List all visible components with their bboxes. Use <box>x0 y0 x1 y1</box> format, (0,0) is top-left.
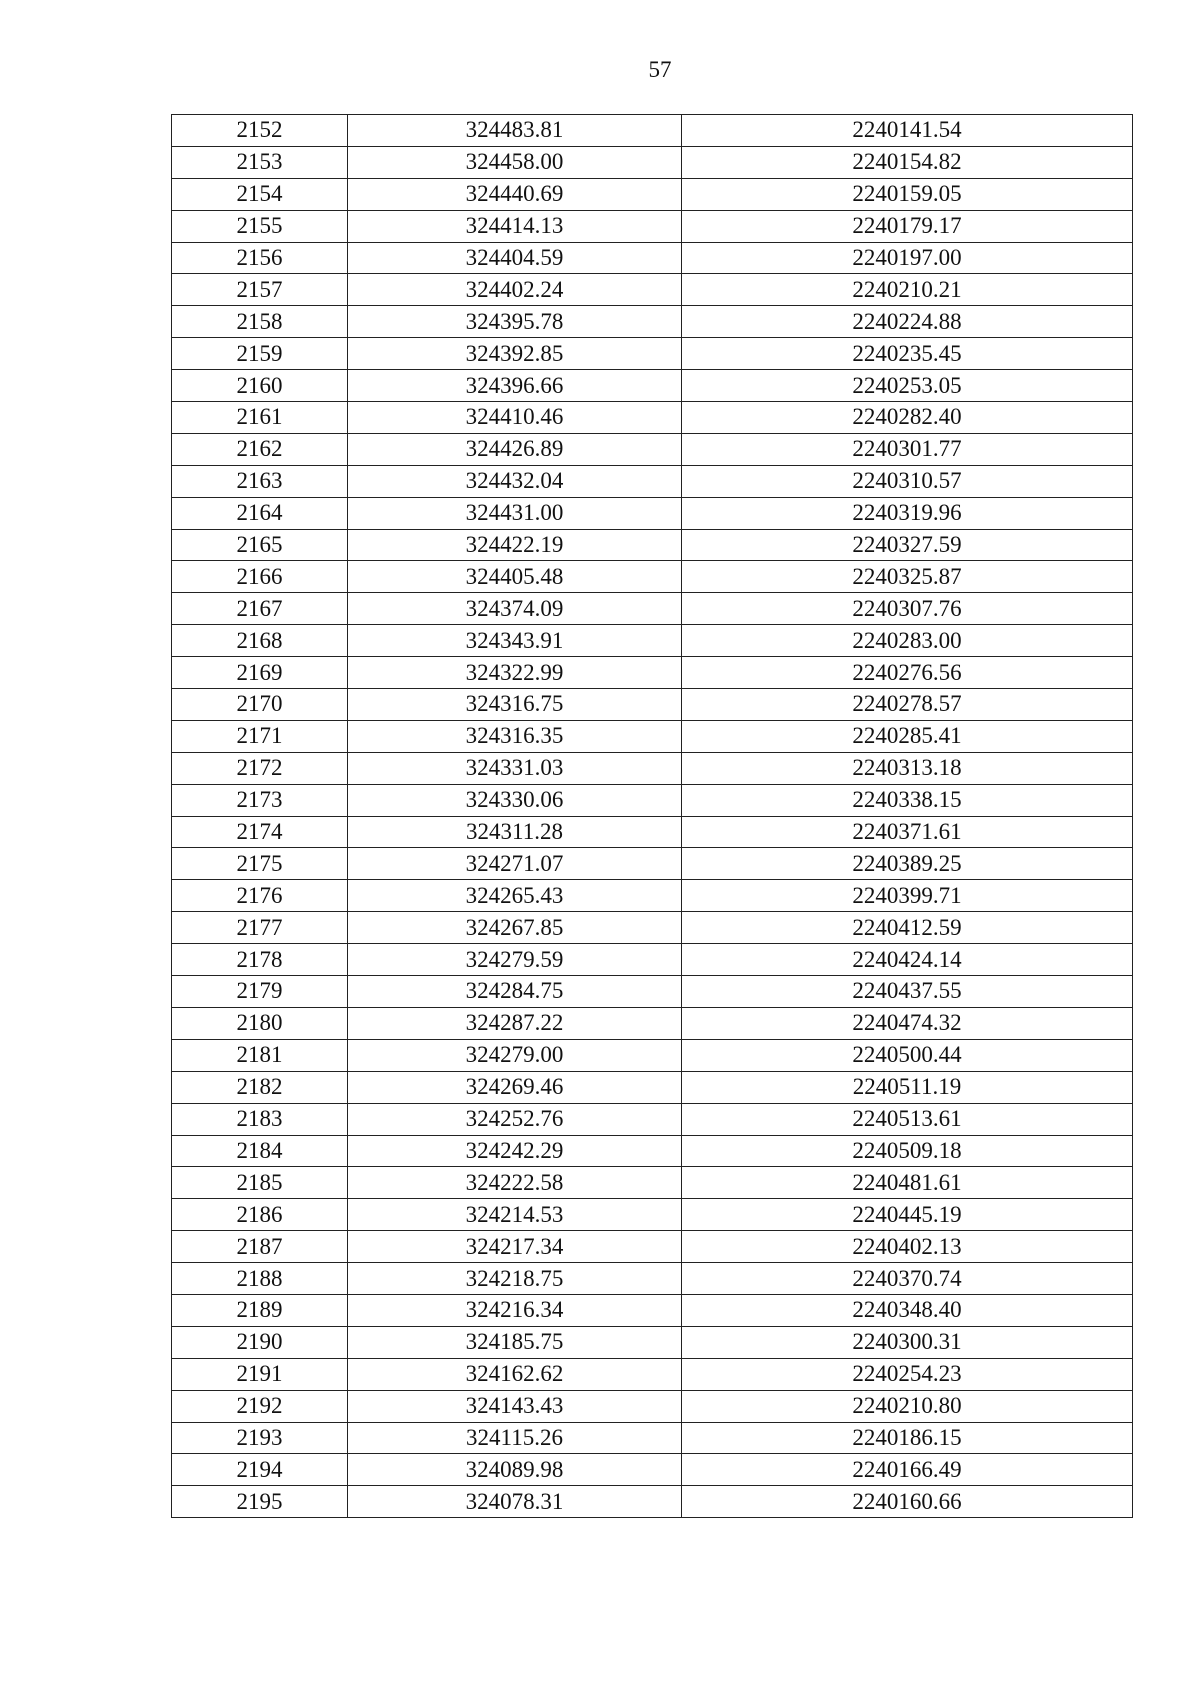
y-coordinate-cell: 2240325.87 <box>682 561 1133 593</box>
table-row <box>172 1390 1133 1422</box>
table-row <box>172 561 1133 593</box>
point-number-cell: 2159 <box>172 338 348 370</box>
y-coordinate-cell: 2240307.76 <box>682 593 1133 625</box>
point-number-cell: 2166 <box>172 561 348 593</box>
x-coordinate-cell: 324331.03 <box>348 752 682 784</box>
table-row <box>172 1422 1133 1454</box>
point-number-cell: 2162 <box>172 433 348 465</box>
y-coordinate-cell: 2240301.77 <box>682 433 1133 465</box>
y-coordinate-cell: 2240210.21 <box>682 274 1133 306</box>
point-number-cell: 2164 <box>172 497 348 529</box>
point-number-cell: 2181 <box>172 1039 348 1071</box>
point-number-cell: 2165 <box>172 529 348 561</box>
x-coordinate-cell: 324078.31 <box>348 1486 682 1518</box>
y-coordinate-cell: 2240509.18 <box>682 1135 1133 1167</box>
point-number-cell: 2172 <box>172 752 348 784</box>
x-coordinate-cell: 324395.78 <box>348 306 682 338</box>
table-row <box>172 816 1133 848</box>
x-coordinate-cell: 324271.07 <box>348 848 682 880</box>
table-row <box>172 1103 1133 1135</box>
x-coordinate-cell: 324405.48 <box>348 561 682 593</box>
x-coordinate-cell: 324216.34 <box>348 1294 682 1326</box>
point-number-cell: 2176 <box>172 880 348 912</box>
point-number-cell: 2163 <box>172 465 348 497</box>
y-coordinate-cell: 2240254.23 <box>682 1358 1133 1390</box>
y-coordinate-cell: 2240399.71 <box>682 880 1133 912</box>
x-coordinate-cell: 324402.24 <box>348 274 682 306</box>
y-coordinate-cell: 2240313.18 <box>682 752 1133 784</box>
point-number-cell: 2158 <box>172 306 348 338</box>
y-coordinate-cell: 2240371.61 <box>682 816 1133 848</box>
x-coordinate-cell: 324396.66 <box>348 370 682 402</box>
y-coordinate-cell: 2240319.96 <box>682 497 1133 529</box>
table-row <box>172 657 1133 689</box>
x-coordinate-cell: 324279.00 <box>348 1039 682 1071</box>
y-coordinate-cell: 2240389.25 <box>682 848 1133 880</box>
table-row <box>172 1007 1133 1039</box>
table-row <box>172 1135 1133 1167</box>
table-row <box>172 1326 1133 1358</box>
x-coordinate-cell: 324410.46 <box>348 402 682 434</box>
table-row <box>172 944 1133 976</box>
y-coordinate-cell: 2240338.15 <box>682 784 1133 816</box>
table-row <box>172 242 1133 274</box>
point-number-cell: 2173 <box>172 784 348 816</box>
x-coordinate-cell: 324214.53 <box>348 1199 682 1231</box>
point-number-cell: 2186 <box>172 1199 348 1231</box>
table-row <box>172 689 1133 721</box>
table-row <box>172 433 1133 465</box>
point-number-cell: 2171 <box>172 720 348 752</box>
table-row <box>172 1263 1133 1295</box>
table-row <box>172 274 1133 306</box>
point-number-cell: 2182 <box>172 1071 348 1103</box>
table-row <box>172 210 1133 242</box>
point-number-cell: 2155 <box>172 210 348 242</box>
point-number-cell: 2168 <box>172 625 348 657</box>
x-coordinate-cell: 324392.85 <box>348 338 682 370</box>
point-number-cell: 2184 <box>172 1135 348 1167</box>
x-coordinate-cell: 324089.98 <box>348 1454 682 1486</box>
x-coordinate-cell: 324267.85 <box>348 912 682 944</box>
y-coordinate-cell: 2240276.56 <box>682 657 1133 689</box>
y-coordinate-cell: 2240141.54 <box>682 115 1133 147</box>
table-row <box>172 338 1133 370</box>
x-coordinate-cell: 324279.59 <box>348 944 682 976</box>
table-row <box>172 146 1133 178</box>
coordinates-table <box>171 114 1133 1518</box>
point-number-cell: 2156 <box>172 242 348 274</box>
x-coordinate-cell: 324185.75 <box>348 1326 682 1358</box>
table-row <box>172 1294 1133 1326</box>
x-coordinate-cell: 324330.06 <box>348 784 682 816</box>
page-number: 57 <box>648 57 672 82</box>
point-number-cell: 2167 <box>172 593 348 625</box>
x-coordinate-cell: 324222.58 <box>348 1167 682 1199</box>
point-number-cell: 2154 <box>172 178 348 210</box>
x-coordinate-cell: 324143.43 <box>348 1390 682 1422</box>
x-coordinate-cell: 324316.75 <box>348 689 682 721</box>
point-number-cell: 2189 <box>172 1294 348 1326</box>
point-number-cell: 2191 <box>172 1358 348 1390</box>
table-row <box>172 402 1133 434</box>
table-row <box>172 976 1133 1008</box>
y-coordinate-cell: 2240159.05 <box>682 178 1133 210</box>
x-coordinate-cell: 324252.76 <box>348 1103 682 1135</box>
y-coordinate-cell: 2240197.00 <box>682 242 1133 274</box>
x-coordinate-cell: 324440.69 <box>348 178 682 210</box>
table-row <box>172 529 1133 561</box>
x-coordinate-cell: 324414.13 <box>348 210 682 242</box>
x-coordinate-cell: 324242.29 <box>348 1135 682 1167</box>
y-coordinate-cell: 2240210.80 <box>682 1390 1133 1422</box>
point-number-cell: 2174 <box>172 816 348 848</box>
point-number-cell: 2152 <box>172 115 348 147</box>
y-coordinate-cell: 2240481.61 <box>682 1167 1133 1199</box>
table-row <box>172 912 1133 944</box>
x-coordinate-cell: 324269.46 <box>348 1071 682 1103</box>
y-coordinate-cell: 2240154.82 <box>682 146 1133 178</box>
point-number-cell: 2169 <box>172 657 348 689</box>
point-number-cell: 2187 <box>172 1231 348 1263</box>
y-coordinate-cell: 2240310.57 <box>682 465 1133 497</box>
y-coordinate-cell: 2240348.40 <box>682 1294 1133 1326</box>
point-number-cell: 2178 <box>172 944 348 976</box>
point-number-cell: 2177 <box>172 912 348 944</box>
y-coordinate-cell: 2240282.40 <box>682 402 1133 434</box>
x-coordinate-cell: 324284.75 <box>348 976 682 1008</box>
point-number-cell: 2153 <box>172 146 348 178</box>
table-row <box>172 848 1133 880</box>
x-coordinate-cell: 324483.81 <box>348 115 682 147</box>
table-row <box>172 1231 1133 1263</box>
point-number-cell: 2180 <box>172 1007 348 1039</box>
table-row <box>172 752 1133 784</box>
table-row <box>172 178 1133 210</box>
x-coordinate-cell: 324115.26 <box>348 1422 682 1454</box>
y-coordinate-cell: 2240285.41 <box>682 720 1133 752</box>
y-coordinate-cell: 2240253.05 <box>682 370 1133 402</box>
y-coordinate-cell: 2240179.17 <box>682 210 1133 242</box>
y-coordinate-cell: 2240300.31 <box>682 1326 1133 1358</box>
y-coordinate-cell: 2240278.57 <box>682 689 1133 721</box>
point-number-cell: 2194 <box>172 1454 348 1486</box>
x-coordinate-cell: 324162.62 <box>348 1358 682 1390</box>
x-coordinate-cell: 324217.34 <box>348 1231 682 1263</box>
x-coordinate-cell: 324422.19 <box>348 529 682 561</box>
x-coordinate-cell: 324343.91 <box>348 625 682 657</box>
y-coordinate-cell: 2240402.13 <box>682 1231 1133 1263</box>
point-number-cell: 2157 <box>172 274 348 306</box>
y-coordinate-cell: 2240166.49 <box>682 1454 1133 1486</box>
x-coordinate-cell: 324287.22 <box>348 1007 682 1039</box>
table-row <box>172 1358 1133 1390</box>
x-coordinate-cell: 324431.00 <box>348 497 682 529</box>
x-coordinate-cell: 324432.04 <box>348 465 682 497</box>
x-coordinate-cell: 324404.59 <box>348 242 682 274</box>
y-coordinate-cell: 2240474.32 <box>682 1007 1133 1039</box>
point-number-cell: 2175 <box>172 848 348 880</box>
y-coordinate-cell: 2240500.44 <box>682 1039 1133 1071</box>
y-coordinate-cell: 2240235.45 <box>682 338 1133 370</box>
table-row <box>172 306 1133 338</box>
y-coordinate-cell: 2240412.59 <box>682 912 1133 944</box>
table-row <box>172 1071 1133 1103</box>
point-number-cell: 2183 <box>172 1103 348 1135</box>
point-number-cell: 2170 <box>172 689 348 721</box>
point-number-cell: 2195 <box>172 1486 348 1518</box>
x-coordinate-cell: 324218.75 <box>348 1263 682 1295</box>
y-coordinate-cell: 2240437.55 <box>682 976 1133 1008</box>
x-coordinate-cell: 324311.28 <box>348 816 682 848</box>
y-coordinate-cell: 2240186.15 <box>682 1422 1133 1454</box>
point-number-cell: 2161 <box>172 402 348 434</box>
point-number-cell: 2160 <box>172 370 348 402</box>
table-row <box>172 593 1133 625</box>
y-coordinate-cell: 2240445.19 <box>682 1199 1133 1231</box>
x-coordinate-cell: 324458.00 <box>348 146 682 178</box>
table-row <box>172 1454 1133 1486</box>
coordinates-table-body <box>172 115 1133 1518</box>
x-coordinate-cell: 324374.09 <box>348 593 682 625</box>
y-coordinate-cell: 2240327.59 <box>682 529 1133 561</box>
point-number-cell: 2193 <box>172 1422 348 1454</box>
x-coordinate-cell: 324322.99 <box>348 657 682 689</box>
y-coordinate-cell: 2240370.74 <box>682 1263 1133 1295</box>
table-row <box>172 880 1133 912</box>
table-row <box>172 625 1133 657</box>
point-number-cell: 2185 <box>172 1167 348 1199</box>
point-number-cell: 2192 <box>172 1390 348 1422</box>
table-row <box>172 370 1133 402</box>
table-row <box>172 1486 1133 1518</box>
x-coordinate-cell: 324426.89 <box>348 433 682 465</box>
table-row <box>172 784 1133 816</box>
point-number-cell: 2188 <box>172 1263 348 1295</box>
y-coordinate-cell: 2240511.19 <box>682 1071 1133 1103</box>
y-coordinate-cell: 2240283.00 <box>682 625 1133 657</box>
table-row <box>172 720 1133 752</box>
y-coordinate-cell: 2240160.66 <box>682 1486 1133 1518</box>
table-row <box>172 115 1133 147</box>
table-row <box>172 1167 1133 1199</box>
point-number-cell: 2179 <box>172 976 348 1008</box>
x-coordinate-cell: 324265.43 <box>348 880 682 912</box>
table-row <box>172 1039 1133 1071</box>
y-coordinate-cell: 2240513.61 <box>682 1103 1133 1135</box>
table-row <box>172 465 1133 497</box>
point-number-cell: 2190 <box>172 1326 348 1358</box>
x-coordinate-cell: 324316.35 <box>348 720 682 752</box>
table-row <box>172 497 1133 529</box>
y-coordinate-cell: 2240424.14 <box>682 944 1133 976</box>
table-row <box>172 1199 1133 1231</box>
y-coordinate-cell: 2240224.88 <box>682 306 1133 338</box>
